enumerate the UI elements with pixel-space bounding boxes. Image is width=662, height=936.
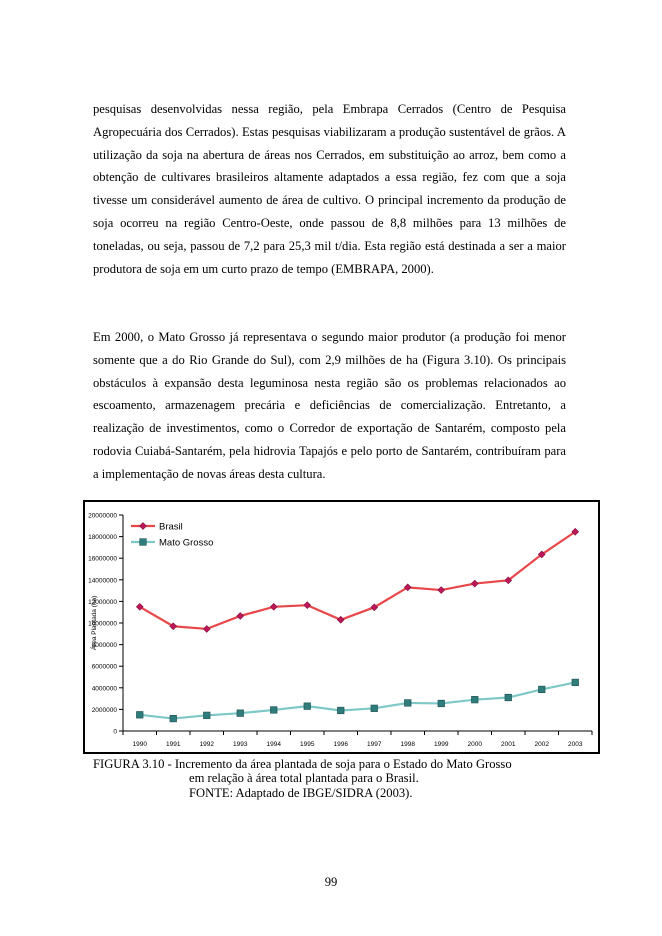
data-point-1 xyxy=(337,707,344,714)
legend-label-0: Brasil xyxy=(159,521,183,533)
y-tick-label: 6000000 xyxy=(91,663,117,671)
x-tick-label: 2003 xyxy=(568,741,583,748)
legend-label-1: Mato Grosso xyxy=(159,537,214,549)
figure-caption-line-2: em relação à área total plantada para o Brasil. xyxy=(189,771,419,785)
x-tick-label: 1993 xyxy=(233,741,248,748)
legend-marker-0 xyxy=(140,523,147,530)
data-point-0 xyxy=(270,603,277,610)
data-point-1 xyxy=(136,712,143,719)
figure-caption-line-1: FIGURA 3.10 - Incremento da área plantada de soja para o Estado do Mato Grosso xyxy=(93,757,512,771)
y-tick-label: 12000000 xyxy=(88,598,117,606)
x-tick-label: 1997 xyxy=(367,741,382,748)
data-point-1 xyxy=(538,686,545,693)
y-tick-label: 4000000 xyxy=(91,685,117,693)
data-point-0 xyxy=(337,616,344,623)
data-point-0 xyxy=(471,580,478,587)
data-point-1 xyxy=(270,707,277,714)
data-point-1 xyxy=(438,700,445,707)
paragraph-2: Em 2000, o Mato Grosso já representava o segundo maior produtor (a produção foi menor somente que a do Rio Grande do Sul), com 2,9 milhões de ha (Figura 3.10). Os principais obstáculos à expansão desta leguminosa nesta região são os problemas relacionados ao escoamento, armazenagem precária e deficiências de comercialização. Entretanto, a realização de investimentos, como o Corredor de exportação de Santarém, composto pela rodovia Cuiabá-Santarém, pela hidrovia Tapajós e pelo porto de Santarém, contribuíram para a implementação de novas áreas desta cultura. xyxy=(93,330,566,481)
y-axis-label: Área Plantada (ha) xyxy=(91,595,98,651)
y-tick-label: 0 xyxy=(113,728,117,736)
legend-marker-1 xyxy=(140,539,147,546)
data-point-1 xyxy=(505,694,512,701)
data-point-1 xyxy=(572,679,579,686)
data-point-1 xyxy=(371,705,378,712)
y-tick-label: 14000000 xyxy=(88,577,117,585)
data-point-0 xyxy=(203,626,210,633)
chart-svg xyxy=(85,502,598,752)
figure-source: FONTE: Adaptado de IBGE/SIDRA (2003). xyxy=(189,786,413,800)
y-tick-label: 8000000 xyxy=(91,642,117,650)
paragraph-1: pesquisas desenvolvidas nessa região, pela Embrapa Cerrados (Centro de Pesquisa Agropecuária dos Cerrados). Estas pesquisas viabilizaram a produção sustentável de grãos. A utilização da soja na abertura de áreas nos Cerrados, em substituição ao arroz, bem como a obtenção de cultivares brasileiros altamente adaptados a essa região, fez com que a soja tivesse um considerável aumento de área de cultivo. O principal incremento da produção de soja ocorreu na região Centro-Oeste, onde passou de 8,8 milhões para 13 milhões de toneladas, ou seja, passou de 7,2 para 25,3 mil t/dia. Esta região está destinada a ser a maior produtora de soja em um curto prazo de tempo (EMBRAPA, 2000). xyxy=(93,102,566,276)
data-point-1 xyxy=(404,700,411,707)
y-tick-label: 16000000 xyxy=(88,555,117,563)
y-tick-label: 2000000 xyxy=(91,706,117,714)
x-tick-label: 1992 xyxy=(199,741,214,748)
x-tick-label: 2000 xyxy=(467,741,482,748)
data-point-1 xyxy=(237,710,244,717)
data-point-1 xyxy=(471,696,478,703)
data-point-1 xyxy=(304,703,311,710)
figure-chart xyxy=(83,500,600,754)
y-tick-label: 10000000 xyxy=(88,620,117,628)
data-point-0 xyxy=(237,613,244,620)
data-point-1 xyxy=(203,712,210,719)
y-tick-label: 20000000 xyxy=(88,512,117,520)
x-tick-label: 1999 xyxy=(434,741,449,748)
x-tick-label: 2001 xyxy=(501,741,516,748)
x-tick-label: 2002 xyxy=(534,741,549,748)
x-tick-label: 1990 xyxy=(132,741,147,748)
x-tick-label: 1996 xyxy=(333,741,348,748)
data-point-1 xyxy=(170,715,177,722)
data-point-0 xyxy=(438,587,445,594)
data-point-0 xyxy=(304,602,311,609)
x-tick-label: 1991 xyxy=(166,741,181,748)
page-number: 99 xyxy=(324,875,338,889)
x-tick-label: 1998 xyxy=(400,741,415,748)
y-tick-label: 18000000 xyxy=(88,534,117,542)
x-tick-label: 1994 xyxy=(266,741,281,748)
x-tick-label: 1995 xyxy=(300,741,315,748)
